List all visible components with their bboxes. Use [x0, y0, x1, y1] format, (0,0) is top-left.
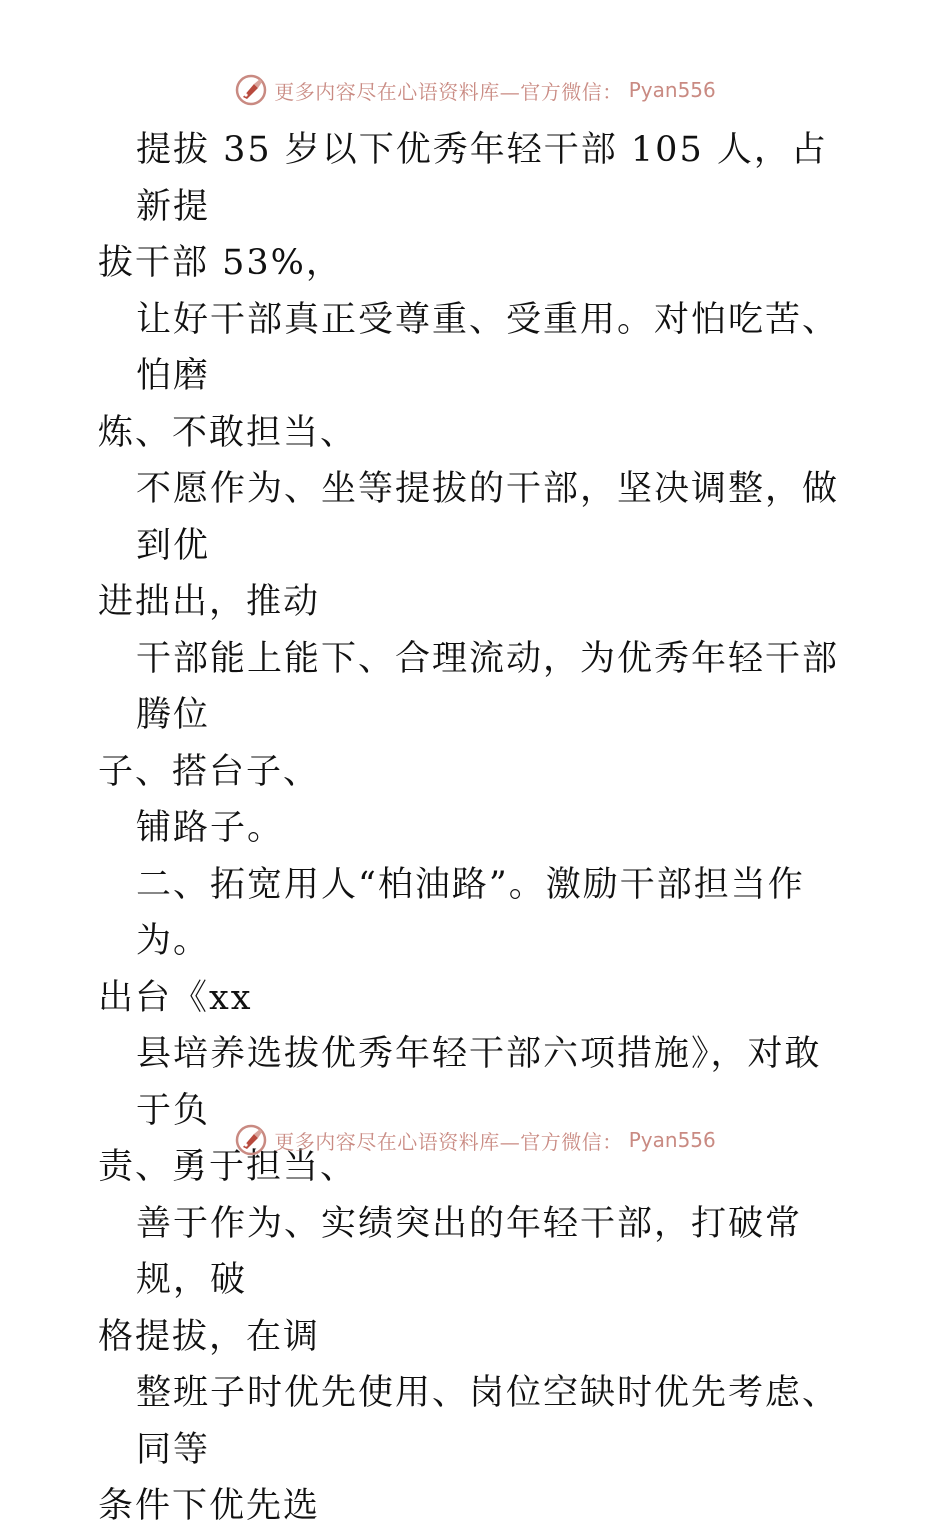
body-line: 二、拓宽用人“柏油路”。激励干部担当作为。: [136, 864, 805, 961]
header-watermark: [0, 70, 950, 110]
body-line: 条件下优先选: [98, 1486, 321, 1526]
body-line: 拔干部 53%，: [98, 243, 343, 283]
body-line: 炼、不敢担当、: [98, 412, 358, 453]
body-line: 县培养选拔优秀年轻干部六项措施》，对敢于负: [136, 1034, 822, 1131]
watermark-id: Pyan556: [628, 78, 716, 102]
watermark-id: Pyan556: [628, 1128, 716, 1152]
body-line: 善于作为、实绩突出的年轻干部，打破常规，破: [136, 1203, 803, 1300]
body-line: 铺路子。: [136, 808, 285, 848]
body-line: 格提拔，在调: [98, 1316, 321, 1357]
document-body: [98, 122, 858, 1535]
body-line: 不愿作为、坐等提拔的干部，坚决调整，做到优: [136, 469, 840, 566]
footer-watermark: [0, 1120, 950, 1160]
body-line: 让好干部真正受尊重、受重用。对怕吃苦、怕磨: [136, 299, 840, 396]
body-line: 干部能上能下、合理流动，为优秀年轻干部腾位: [136, 638, 840, 735]
body-line: 出台《xx: [98, 977, 253, 1018]
watermark-text: 更多内容尽在心语资料库—官方微信：: [274, 79, 623, 104]
body-line: 进拙出，推动: [98, 582, 321, 622]
body-line: 提拔 35 岁以下优秀年轻干部 105 人，占新提: [136, 130, 828, 227]
watermark-text: 更多内容尽在心语资料库—官方微信：: [274, 1129, 623, 1154]
pen-nib-circle-icon: [234, 1123, 268, 1157]
body-line: 责、勇于担当、: [98, 1147, 358, 1187]
body-line: 整班子时优先使用、岗位空缺时优先考虑、同等: [136, 1373, 840, 1470]
pen-nib-circle-icon: [234, 73, 268, 107]
body-line: 子、搭台子、: [98, 751, 321, 792]
